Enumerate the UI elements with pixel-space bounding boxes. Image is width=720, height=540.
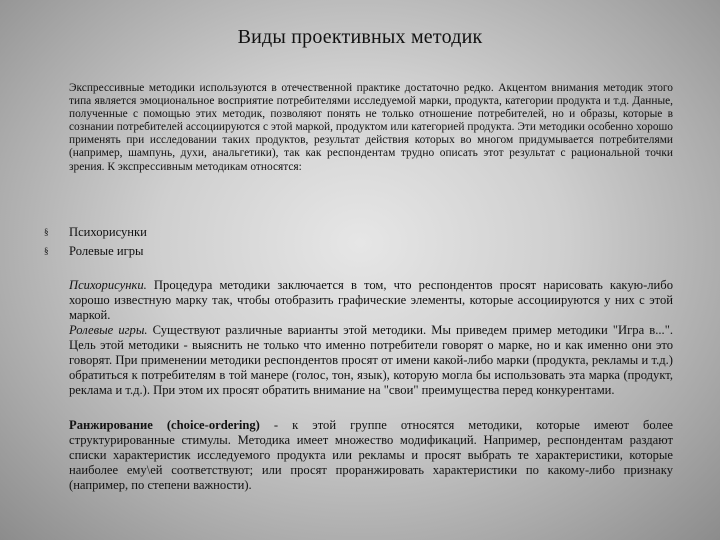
list-item-label: Ролевые игры bbox=[69, 244, 144, 258]
list-item-label: Психорисунки bbox=[69, 225, 147, 239]
bullet-marker: § bbox=[44, 227, 49, 237]
psychodrawing-text: Процедура методики заключается в том, что респондентов просят нарисовать какую-либо хорошо известную марку так, чтобы отобразить графические элементы, которые ассоциируются у них с этой маркой. bbox=[69, 278, 673, 322]
ranking-term: Ранжирование (choice-ordering) bbox=[69, 418, 260, 432]
intro-paragraph bbox=[69, 82, 673, 174]
roleplay-text: Существуют различные варианты этой методики. Мы приведем пример методики "Игра в...". Цель этой методики - выяснить не только что именно потребители говорят о марке, но и как именно они это говорят. При применении методики респондентов просят от имени какой-либо марки (продукта, рекламы и т.д.) обратиться к потребителям в той манере (голос, тон, язык), которую могла бы использовать эта марка (продукт, реклама и т.д.). При этом их просят обратить внимание на "свои" преимущества перед конкурентами. bbox=[69, 323, 673, 397]
roleplay-term: Ролевые игры. bbox=[69, 323, 148, 337]
psychodrawing-term: Психорисунки. bbox=[69, 278, 147, 292]
ranking-paragraph bbox=[69, 418, 673, 493]
slide-title: Виды проективных методик bbox=[237, 26, 483, 48]
list-item bbox=[44, 242, 147, 261]
ranking-text: - к этой группе относятся методики, которые имеют более структурированные стимулы. Методика имеет множество модификаций. Например, респондентам раздают списки характеристик исследуемого продукта или рекламы и просят выбрать те характеристики, которые наиболее ему\ей соответствуют; или просят проранжировать характеристики по какому-либо признаку (например, по степени важности). bbox=[69, 418, 673, 492]
intro-text: используются в отечественной практике достаточно редко. Акцентом внимания методик этого типа является эмоциональное восприятие потребителями исследуемой марки, продукта, категории продукта и т.д. Данные, полученные с помощью этих методик, позволяют понять не только отношение потребителей, но и образы, которые в сознании потребителей ассоциируются с этой маркой, продуктом или категорией продукта. Эти методики особенно хорошо применять при исследовании таких продуктов, результат действия которых во многом придумывается потребителями (например, шампунь, духи, анальгетики), так как респондентам трудно описать этот результат с рациональной точки зрения. К экспрессивным методикам относятся: bbox=[69, 82, 673, 173]
bullet-marker: § bbox=[44, 246, 49, 256]
intro-term: Экспрессивные методики bbox=[69, 82, 195, 94]
detail-paragraph bbox=[69, 278, 673, 398]
methods-list bbox=[44, 223, 147, 261]
list-item bbox=[44, 223, 147, 242]
